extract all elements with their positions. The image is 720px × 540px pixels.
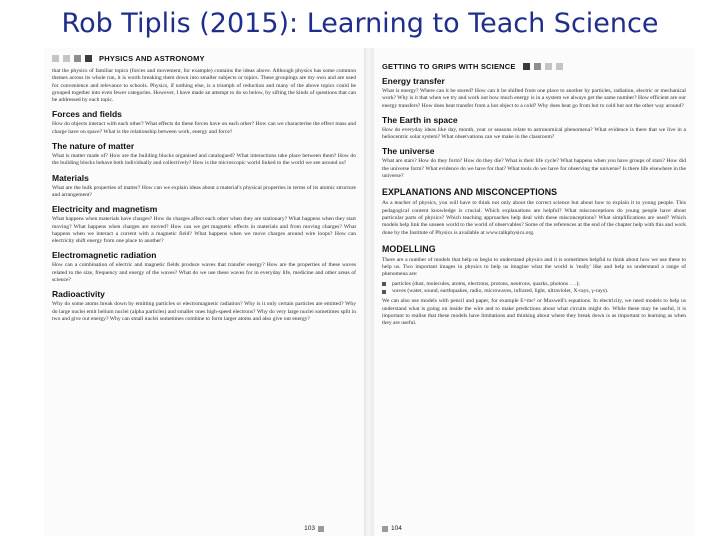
section-title-energy: Energy transfer <box>382 76 445 86</box>
section-title-em-radiation: Electromagnetic radiation <box>52 250 157 261</box>
left-page-header-title: PHYSICS AND ASTRONOMY <box>99 54 205 63</box>
section-text-universe: What are stars? How do they form? How do they die? What is their life cycle? What happens when you have groups of stars? How did the universe form? What evidence do we have for that? What tools do we have for observing the universe? Is there life elsewhere in the universe? <box>382 158 686 180</box>
section-title-radioactivity: Radioactivity <box>52 289 105 300</box>
section-text-materials: What are the bulk properties of matter? How can we explain ideas about a material's physical properties in terms of its atomic structure and arrangement? <box>52 184 356 198</box>
right-page-number-text: 104 <box>391 525 402 532</box>
list-item <box>382 288 686 295</box>
section-text-earth-space: How do everyday ideas like day, month, year or seasons relate to astronomical phenomena? What evidence is there that we live in a heliocentric solar system? What observations can we make in the classroom? <box>382 126 686 141</box>
right-page-header-title: GETTING TO GRIPS WITH SCIENCE <box>382 62 516 71</box>
right-page-header <box>382 62 686 71</box>
section-title-electricity: Electricity and magnetism <box>52 204 158 215</box>
header-square-icon <box>534 63 541 70</box>
header-square-icon <box>523 63 530 70</box>
header-square-icon <box>545 63 552 70</box>
section-title-materials: Materials <box>52 172 89 183</box>
book-gutter <box>364 48 374 536</box>
header-square-icon <box>74 55 81 62</box>
right-page <box>374 48 694 536</box>
section-title-earth-space: The Earth in space <box>382 114 458 125</box>
page-number-square-icon <box>382 526 388 532</box>
section-text-em-radiation: How can a combination of electric and magnetic fields produce waves that transfer energy? How are the properties of these waves related to the size, frequency and energy of the waves? What do we use these waves for in everyday life, medicine and other areas of science? <box>52 262 356 284</box>
right-page-number <box>382 525 402 532</box>
header-square-icon <box>52 55 59 62</box>
slide-title: Rob Tiplis (2015): Learning to Teach Science <box>61 8 659 39</box>
section-text-forces: How do objects interact with each other? What effects do these forces have on each other? How can we characterise the effect mass and charge have on space? What is the relationship between work, energy and force? <box>52 121 356 135</box>
left-page-column <box>52 54 356 323</box>
bullet-square-icon <box>382 282 386 286</box>
left-page-intro: that the physics of familiar topics (forces and movement, for example) contains the ideas above. Although physics has some common themes across its whole run, it is worth breaking them down into smaller subjects or topics. These groupings are my own and are used for convenience and relevance to schools. Physics, if nothing else, is a triumph of reduction and many of the above topics could be grouped together into even fewer categories. However, I have made an attempt to do so below, by sifting the kinds of questions that can be addressed by each topic. <box>52 68 356 104</box>
modelling-bullet-list <box>382 281 686 296</box>
modelling-bullet-particles: particles (dust, molecules, atoms, electrons, protons, neutrons, quarks, photons . . .); <box>392 280 580 287</box>
header-square-icon <box>85 55 92 62</box>
section-title-matter: The nature of matter <box>52 141 135 152</box>
section-title-universe: The universe <box>382 146 435 157</box>
left-page-header <box>52 54 356 63</box>
section-title-explanations: EXPLANATIONS AND MISCONCEPTIONS <box>382 187 558 198</box>
page-number-square-icon <box>318 526 324 532</box>
left-page-number <box>304 525 324 532</box>
section-text-electricity: What happens when materials have charges? How do charges affect each other when they are stationary? What happens when they start moving? What happens when charges are moved? How can we get magnetic effects in materials and from moving charges? What happens when we interact a current with a magnetic field? What happens when we move charges around wire loops? How can electricity shift energy from one place to another? <box>52 216 356 245</box>
right-page-column <box>382 62 686 328</box>
header-square-icon <box>556 63 563 70</box>
left-page-number-text: 103 <box>304 525 315 532</box>
modelling-intro: There are a number of models that help us begin to understand physics and it is sometimes helpful to think about how we use these to help us. Two important images in physics to help us imagine what the world is 'really' like and help us understand a range of phenomena are: <box>382 256 686 278</box>
header-square-icon <box>63 55 70 62</box>
bullet-square-icon <box>382 290 386 294</box>
list-item <box>382 281 686 288</box>
section-text-explanations: As a teacher of physics, you will have to think not only about the correct science but about how to explain it to young people. This pedagogical content knowledge is crucial. Which explanations are helpful? What misconceptions do young people have about particular parts of physics? Which teaching approaches help deal with these misconceptions? What simplifications are used? Which models help link the unseen world to the world of observables? Some of the references at the end of the chapter help with this and work done by the Institute of Physics is available at www.talkphysics.org. <box>382 200 686 236</box>
modelling-outro: We can also use models with pencil and paper, for example E=mc² or Maxwell's equations. In electricity, we need models to help us understand what is going on inside the wire and to make predictions about what circuits might do. While these may be useful, it is important to realise that these models have limitations and thinking about where they break down is as important to learning as when they are useful. <box>382 298 686 327</box>
section-title-modelling: MODELLING <box>382 243 436 254</box>
section-text-matter: What is matter made of? How are the building blocks organised and catalogued? What interactions take place between them? How do the building blocks behave both individually and collectively? How is the microscopic world linked to the world we see around us? <box>52 153 356 167</box>
section-title-forces: Forces and fields <box>52 109 122 120</box>
section-text-radioactivity: Why do some atoms break down by emitting particles or electromagnetic radiation? Why is it only certain particles are emitted? Why do large nuclei emit helium nuclei (alpha particles) and smaller ones high-speed electrons? Why do very large nuclei sometimes split in two and give out energy? Why can small nuclei sometimes combine to form larger atoms and also give out energy? <box>52 301 356 322</box>
modelling-bullet-waves: waves (water, sound, earthquakes, radio, microwaves, infrared, light, ultraviolet, X-rays, γ-rays). <box>392 288 609 295</box>
section-text-energy: What is energy? Where can it be stored? How can it be shifted from one place to another by particles, radiation, electric or mechanical work? Why is it that when we try and work out how much energy is in a system we always get the same number? How efficient are our energy transfers? How does heat transfer from a hot object to a cold? Why does heat go from hot to cold but not the other way around? <box>382 88 686 109</box>
left-page <box>44 48 364 536</box>
